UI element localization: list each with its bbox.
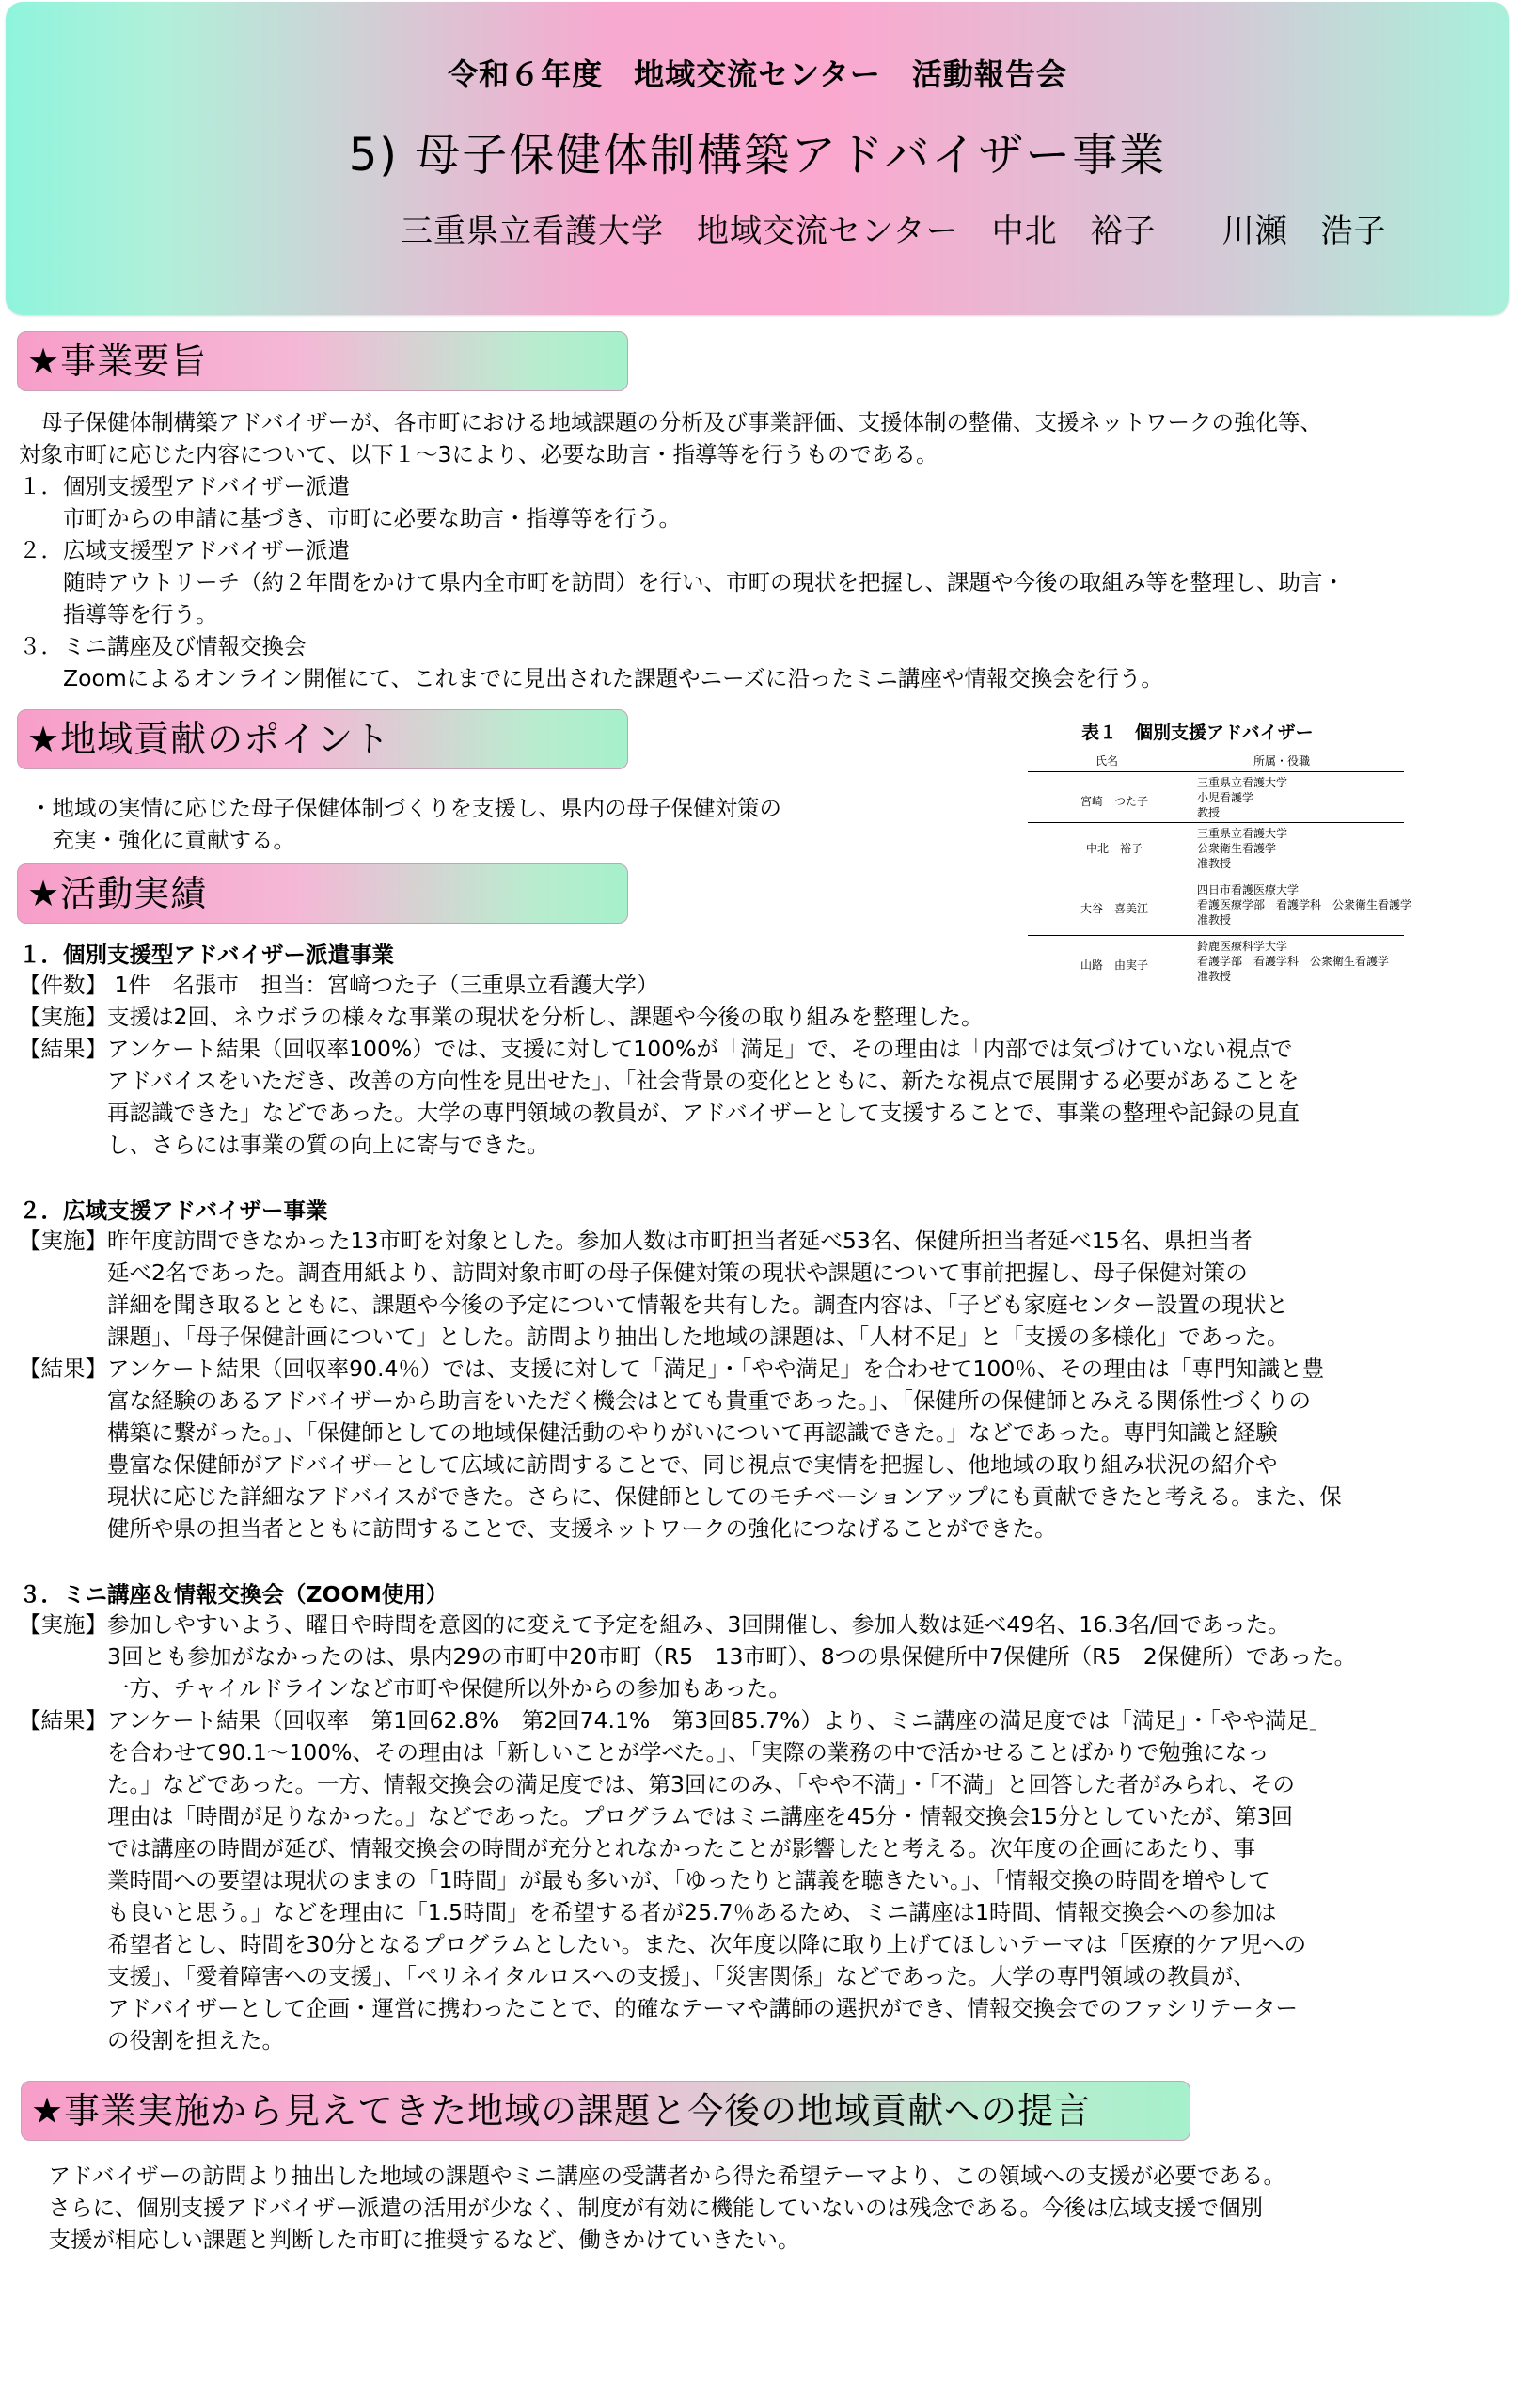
advisor-affiliation (1197, 882, 1411, 927)
affiliation-line: 小児看護学 (1197, 791, 1254, 804)
affiliation-line: 看護学部 看護学科 公衆衛生看護学 (1197, 955, 1390, 968)
table-col-name: 氏名 (1095, 754, 1119, 768)
activity2-line: 課題」、「母子保健計画について」とした。訪問より抽出した地域の課題は、「人材不足」と「支援の多様化」であった。 (19, 1323, 1289, 1350)
table-col-affiliation: 所属・役職 (1253, 754, 1311, 768)
proposal-line: 支援が相応しい課題と判断した市町に推奨するなど、働きかけていきたい。 (26, 2226, 800, 2253)
header-banner (6, 2, 1509, 315)
activity3-line: 希望者とし、時間を30分となるプログラムとしたい。また、次年度以降に取り上げてほしいテーマは「医療的ケア児への (19, 1931, 1307, 1957)
activity2-line: 詳細を聞き取るとともに、課題や今後の予定について情報を共有した。調査内容は、「子ども家庭センター設置の現状と (19, 1291, 1288, 1318)
affiliation-line: 教授 (1197, 806, 1221, 819)
affiliation-line: 鈴鹿医療科学大学 (1197, 940, 1288, 953)
summary-line: Zoomによるオンライン開催にて、これまでに見出された課題やニーズに沿ったミニ講座や情報交換会を行う。 (19, 665, 1163, 691)
activity1-line: 【結果】アンケート結果（回収率100%）では、支援に対して100%が「満足」で、その理由は「内部では気づけていない視点で (19, 1036, 1293, 1062)
proposal-line: アドバイザーの訪問より抽出した地域の課題やミニ講座の受講者から得た希望テーマより、この領域への支援が必要である。 (26, 2162, 1286, 2189)
activity2-line: 現状に応じた詳細なアドバイスができた。さらに、保健師としてのモチベーションアップにも貢献できたと考える。また、保 (19, 1483, 1342, 1510)
section-heading-proposal: ★事業実施から見えてきた地域の課題と今後の地域貢献への提言 (21, 2081, 1190, 2141)
activity1-line: アドバイスをいただき、改善の方向性を見出せた」、「社会背景の変化とともに、新たな視点で展開する必要があることを (19, 1068, 1300, 1094)
table-row (1028, 823, 1404, 879)
advisor-affiliation (1197, 826, 1287, 871)
advisor-affiliation (1197, 775, 1287, 820)
activity2-title: ２．広域支援アドバイザー事業 (19, 1197, 328, 1224)
affiliation-line: 四日市看護医療大学 (1197, 883, 1300, 896)
advisor-name: 山路 由実子 (1080, 958, 1148, 972)
activity1-line: 【実施】支援は2回、ネウボラの様々な事業の現状を分析し、課題や今後の取り組みを整理した。 (19, 1004, 984, 1030)
affiliation-line: 三重県立看護大学 (1197, 827, 1288, 840)
activity2-line: 【結果】アンケート結果（回収率90.4％）では、支援に対して「満足」・「やや満足」を合わせて100％、その理由は「専門知識と豊 (19, 1355, 1325, 1382)
activity3-line: た。」などであった。一方、情報交換会の満足度では、第3回にのみ、「やや不満」・「不満」と回答した者がみられ、その (19, 1771, 1296, 1798)
advisor-name: 大谷 喜美江 (1080, 902, 1148, 915)
activity2-line: 豊富な保健師がアドバイザーとして広域に訪問することで、同じ視点で実情を把握し、他地域の取り組み状況の紹介や (19, 1451, 1278, 1478)
activity2-line: 富な経験のあるアドバイザーから助言をいただく機会はとても貴重であった。」、「保健所の保健師とみえる関係性づくりの (19, 1387, 1312, 1414)
advisor-affiliation (1197, 939, 1389, 984)
advisor-name: 宮崎 つた子 (1080, 795, 1148, 808)
activity2-line: 健所や県の担当者とともに訪問することで、支援ネットワークの強化につなげることができた。 (19, 1515, 1057, 1542)
affiliation-line: 准教授 (1197, 970, 1232, 983)
table-header (1028, 751, 1404, 772)
affiliation-line: 看護医療学部 看護学科 公衆衛生看護学 (1197, 898, 1412, 911)
section-heading-activities: ★活動実績 (17, 863, 628, 924)
summary-line: 対象市町に応じた内容について、以下１～3により、必要な助言・指導等を行うものである。 (19, 441, 938, 467)
summary-line: 母子保健体制構築アドバイザーが、各市町における地域課題の分析及び事業評価、支援体制の整備、支援ネットワークの強化等、 (19, 409, 1323, 436)
table-row (1028, 772, 1404, 823)
contribution-line: ・地域の実情に応じた母子保健体制づくりを支援し、県内の母子保健対策の (30, 795, 781, 821)
advisor-name: 中北 裕子 (1085, 842, 1143, 855)
table-row (1028, 936, 1404, 991)
activity2-line: 延べ2名であった。調査用紙より、訪問対象市町の母子保健対策の現状や課題について事前把握し、母子保健対策の (19, 1259, 1248, 1286)
activity3-line: 理由は「時間が足りなかった。」などであった。プログラムではミニ講座を45分・情報交換会15分としていたが、第3回 (19, 1803, 1294, 1830)
summary-line: ３．ミニ講座及び情報交換会 (19, 633, 307, 659)
contribution-line: 充実・強化に貢献する。 (30, 827, 295, 853)
activity1-line: 再認識できた」などであった。大学の専門領域の教員が、アドバイザーとして支援することで、事業の整理や記録の見直 (19, 1100, 1300, 1126)
summary-line: 指導等を行う。 (19, 601, 218, 627)
activity3-line: アドバイザーとして企画・運営に携わったことで、的確なテーマや講師の選択ができ、情報交換会でのファシリテーター (19, 1995, 1298, 2021)
activity3-line: 支援」、「愛着障害への支援」、「ペリネイタルロスへの支援」、「災害関係」などであった。大学の専門領域の教員が、 (19, 1963, 1255, 1989)
summary-line: 市町からの申請に基づき、市町に必要な助言・指導等を行う。 (19, 505, 682, 531)
section-heading-contribution: ★地域貢献のポイント (17, 709, 628, 769)
activity3-line: 業時間への要望は現状のままの「1時間」が最も多いが、「ゆったりと講義を聴きたい。」、「情報交換の時間を増やして (19, 1867, 1270, 1893)
advisor-table (1028, 751, 1412, 991)
activity1-line: し、さらには事業の質の向上に寄与できた。 (19, 1132, 549, 1158)
activity2-line: 構築に繋がった。」、「保健師としての地域保健活動のやりがいについて再認識できた。」などであった。専門知識と経験 (19, 1419, 1278, 1446)
proposal-line: さらに、個別支援アドバイザー派遣の活用が少なく、制度が有効に機能していないのは残念である。今後は広域支援で個別 (26, 2194, 1264, 2221)
report-event-title: 令和６年度 地域交流センター 活動報告会 (448, 56, 1067, 92)
activity3-line: を合わせて90.1～100%、その理由は「新しいことが学べた。」、「実際の業務の中で活かせることばかりで勉強になっ (19, 1739, 1269, 1766)
activity3-line: 3回とも参加がなかったのは、県内29の市町中20市町（R5 13市町）、8つの県保健所中7保健所（R5 2保健所）であった。 (19, 1643, 1357, 1670)
summary-line: 随時アウトリーチ（約２年間をかけて県内全市町を訪問）を行い、市町の現状を把握し、課題や今後の取組み等を整理し、助言・ (19, 569, 1345, 595)
section-heading-summary: ★事業要旨 (17, 331, 628, 391)
affiliation-line: 公衆衛生看護学 (1197, 842, 1277, 855)
activity1-line: 【件数】 1件 名張市 担当：宮﨑つた子（三重県立看護大学） (19, 972, 659, 998)
affiliation-line: 准教授 (1197, 913, 1232, 927)
table-row (1028, 879, 1412, 936)
activity3-line: では講座の時間が延び、情報交換会の時間が充分とれなかったことが影響したと考える。次年度の企画にあたり、事 (19, 1835, 1256, 1861)
affiliation-line: 准教授 (1197, 857, 1232, 870)
activity3-line: 一方、チャイルドラインなど市町や保健所以外からの参加もあった。 (19, 1675, 791, 1702)
summary-line: ２．広域支援型アドバイザー派遣 (19, 537, 351, 563)
activity3-line: 【結果】アンケート結果（回収率 第1回62.8% 第2回74.1% 第3回85.7%）より、ミニ講座の満足度では「満足」・「やや満足」 (19, 1707, 1332, 1734)
affiliation-line: 三重県立看護大学 (1197, 776, 1288, 789)
table-caption: 表１ 個別支援アドバイザー (1081, 722, 1314, 743)
summary-line: １．個別支援型アドバイザー派遣 (19, 473, 351, 499)
activity2-line: 【実施】昨年度訪問できなかった13市町を対象とした。参加人数は市町担当者延べ53名、保健所担当者延べ15名、県担当者 (19, 1228, 1253, 1254)
activity3-line: の役割を担えた。 (19, 2027, 284, 2053)
activity3-line: も良いと思う。」などを理由に「1.5時間」を希望する者が25.7％あるため、ミニ講座は1時間、情報交換会への参加は (19, 1899, 1277, 1925)
activity3-line: 【実施】参加しやすいよう、曜日や時間を意図的に変えて予定を組み、3回開催し、参加人数は延べ49名、16.3名/回であった。 (19, 1611, 1290, 1638)
activity1-title: １．個別支援型アドバイザー派遣事業 (19, 942, 395, 968)
activity3-title: ３．ミニ講座＆情報交換会（ZOOM使用） (19, 1581, 449, 1608)
project-title: 5) 母子保健体制構築アドバイザー事業 (348, 129, 1167, 182)
authors: 三重県立看護大学 地域交流センター 中北 裕子 川瀬 浩子 (401, 213, 1387, 250)
